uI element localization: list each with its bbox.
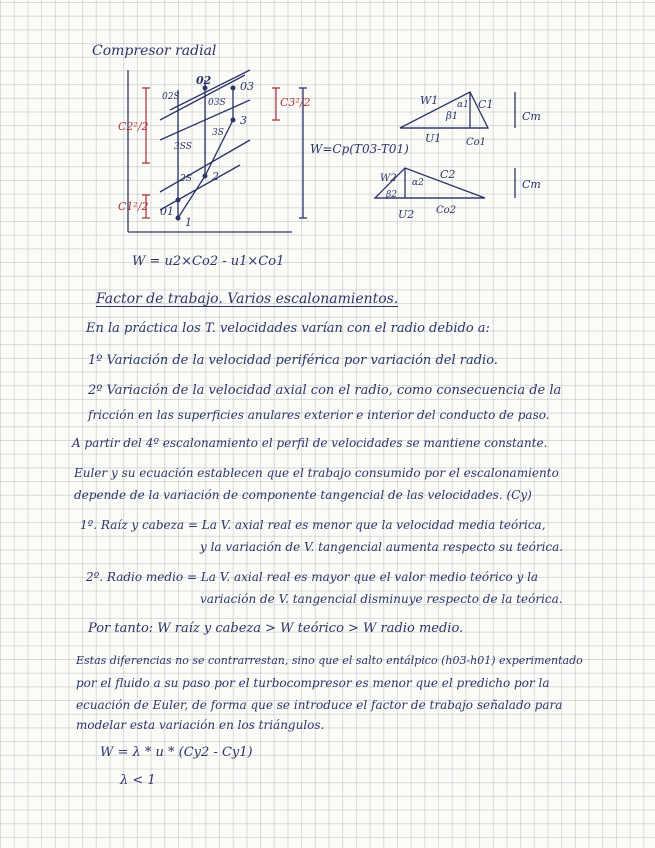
body-line-14: por el fluido a su paso por el turbocompresor es menor que el predicho por la (76, 676, 550, 690)
point-01: 01 (160, 205, 174, 218)
body-line-8: 1º. Raíz y cabeza = La V. axial real es menor que la velocidad media teórica, (80, 518, 546, 532)
tri-top-beta: β1 (446, 111, 459, 122)
tri-bot-w: W2 (380, 173, 397, 184)
c2-label: C2²/2 (118, 120, 149, 133)
body-line-1: En la práctica los T. velocidades varían con el radio debido a: (86, 321, 490, 336)
c3-label: C3²/2 (280, 96, 311, 109)
point-3ss: 3SS (174, 142, 192, 152)
body-line-9: y la variación de V. tangencial aumenta respecto su teórica. (200, 540, 564, 554)
tri-bot-u: U2 (398, 208, 415, 221)
point-3: 3 (240, 114, 247, 127)
tri-top-cm: Cm (522, 110, 541, 123)
point-03: 03 (240, 80, 254, 93)
point-2s: 2S (180, 174, 192, 184)
tri-bot-beta: β2 (386, 190, 397, 200)
body-line-13: Estas diferencias no se contrarrestan, sino que el salto entálpico (h03-h01) experimentado (76, 654, 583, 667)
point-1: 1 (185, 216, 192, 229)
c1-label: C1²/2 (118, 200, 149, 213)
euler-formula: W = u2×Co2 - u1×Co1 (132, 254, 285, 269)
point-03s: 03S (208, 98, 226, 108)
tri-bot-c: C2 (440, 168, 456, 181)
point-3s: 3S (212, 128, 224, 138)
tri-top-co: Co1 (466, 137, 487, 148)
body-line-12: Por tanto: W raíz y cabeza > W teórico > W radio medio. (88, 621, 464, 636)
tri-top-u: U1 (425, 132, 442, 145)
tri-top-w: W1 (420, 94, 439, 107)
page-title: Compresor radial (92, 43, 217, 59)
lambda-condition: λ < 1 (120, 773, 156, 788)
body-line-7: depende de la variación de componente tangencial de las velocidades. (Cy) (74, 488, 532, 502)
tri-top-alpha: α1 (457, 100, 469, 110)
body-line-15: ecuación de Euler, de forma que se introduce el factor de trabajo señalado para (76, 698, 563, 712)
body-formula: W = λ * u * (Cy2 - Cy1) (100, 745, 253, 760)
section-title: Factor de trabajo. Varios escalonamientos. (96, 291, 399, 307)
body-line-3: 2º Variación de la velocidad axial con el radio, como consecuencia de la (88, 383, 562, 398)
body-line-2: 1º Variación de la velocidad periférica por variación del radio. (88, 353, 498, 368)
tri-bot-alpha: α2 (412, 178, 424, 188)
body-line-5: A partir del 4º escalonamiento el perfil de velocidades se mantiene constante. (72, 436, 548, 450)
tri-top-c: C1 (478, 98, 494, 111)
body-line-4: fricción en las superficies anulares exterior e interior del conducto de paso. (88, 408, 550, 422)
point-02s: 02S (162, 92, 180, 102)
point-02: 02 (196, 74, 212, 87)
body-line-10: 2º. Radio medio = La V. axial real es mayor que el valor medio teórico y la (86, 570, 539, 584)
body-line-6: Euler y su ecuación establecen que el trabajo consumido por el escalonamiento (74, 466, 559, 480)
tri-bot-cm: Cm (522, 178, 541, 191)
work-label: W=Cp(T03-T01) (310, 142, 409, 156)
tri-bot-co: Co2 (436, 205, 457, 216)
body-line-16: modelar esta variación en los triángulos. (76, 718, 325, 732)
body-line-11: variación de V. tangencial disminuye respecto de la teórica. (200, 592, 563, 606)
point-2: 2 (212, 170, 219, 183)
